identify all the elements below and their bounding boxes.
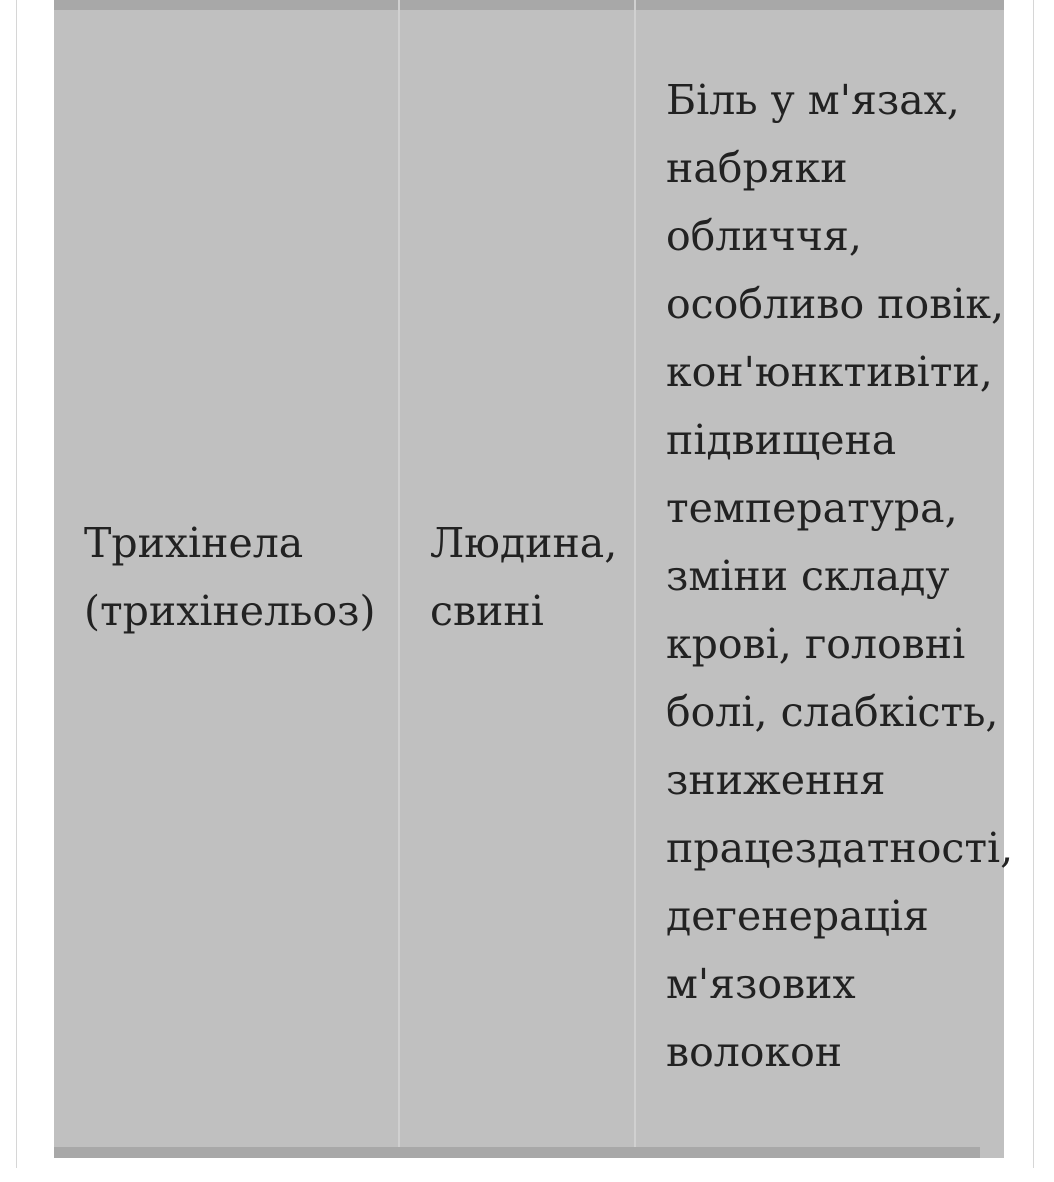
parasite-table: [54, 0, 1014, 1158]
cell-symptoms-line: набряки: [666, 144, 848, 192]
cell-hosts-line: свині: [430, 587, 544, 635]
cell-parasite-line: (трихінельоз): [84, 587, 376, 635]
cell-symptoms-line: температура,: [666, 484, 958, 532]
cell-hosts-line: Людина,: [430, 519, 618, 567]
cell-symptoms-line: волокон: [666, 1028, 843, 1076]
cell-symptoms-line: особливо повік,: [666, 280, 1005, 328]
cell-hosts: [430, 509, 650, 645]
table-bottom-border: [54, 1147, 980, 1158]
cell-symptoms-line: м'язових: [666, 960, 856, 1008]
cell-parasite: [84, 509, 404, 645]
table-top-border: [54, 0, 1004, 10]
cell-symptoms-line: болі, слабкість,: [666, 688, 999, 736]
cell-symptoms-line: кон'юнктивіти,: [666, 348, 993, 396]
page-right-border: [1033, 0, 1034, 1168]
cell-symptoms-line: дегенерація: [666, 892, 929, 940]
cell-symptoms-line: підвищена: [666, 416, 897, 464]
cell-symptoms-line: крові, головні: [666, 620, 966, 668]
cell-symptoms-line: зміни складу: [666, 552, 950, 600]
cell-symptoms-line: Біль у м'язах,: [666, 76, 960, 124]
cell-symptoms-line: обличчя,: [666, 212, 862, 260]
page-left-border: [16, 0, 17, 1168]
cell-symptoms: [666, 66, 1014, 1086]
cell-symptoms-line: працездатності,: [666, 824, 1014, 872]
cell-symptoms-line: зниження: [666, 756, 886, 804]
cell-parasite-line: Трихінела: [84, 519, 304, 567]
